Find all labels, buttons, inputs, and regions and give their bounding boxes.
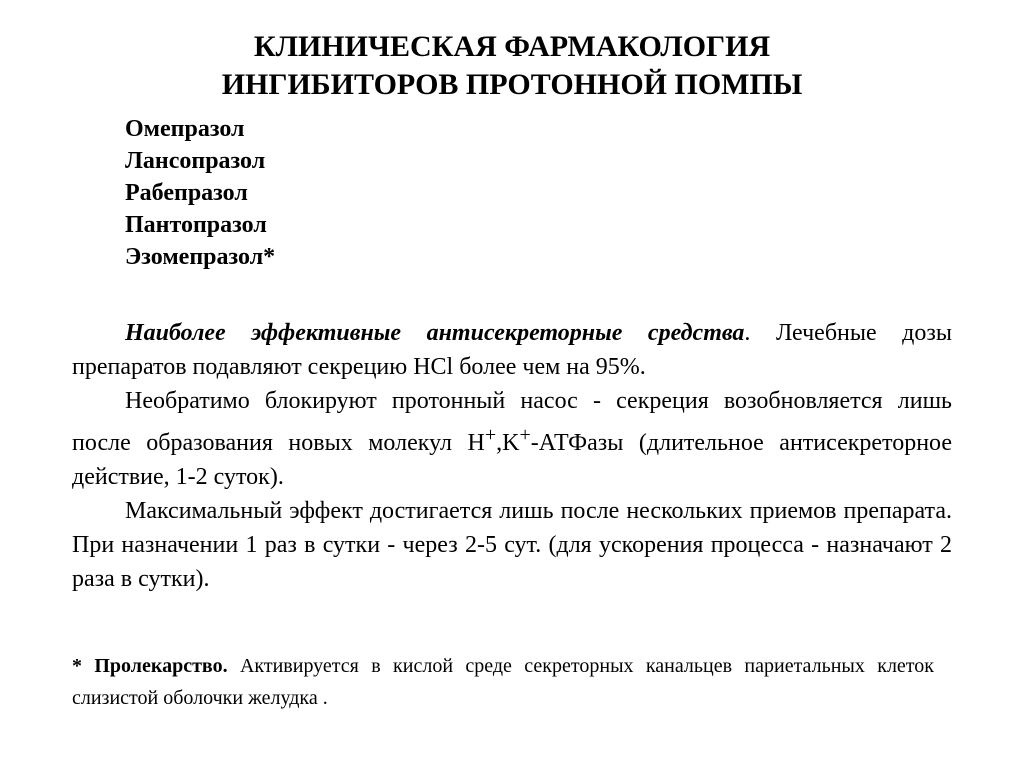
footnote-paragraph xyxy=(72,650,934,714)
drug-item: Омепразол xyxy=(125,116,245,142)
body-text xyxy=(72,316,952,596)
superscript-plus: + xyxy=(484,424,497,446)
slide-title xyxy=(0,28,1024,104)
paragraph-efficacy-lead: Наиболее эффективные антисекреторные средства xyxy=(125,320,745,346)
title-line-2: ИНГИБИТОРОВ ПРОТОННОЙ ПОМПЫ xyxy=(221,68,803,101)
drug-item: Рабепразол xyxy=(125,180,248,206)
drug-item: Лансопразол xyxy=(125,148,266,174)
paragraph-mechanism-before: Необратимо блокируют протонный насос - секреция возобновляется лишь после образования новых молекул H xyxy=(72,388,952,456)
paragraph-mechanism xyxy=(72,384,952,494)
paragraph-efficacy xyxy=(72,316,952,384)
paragraph-efficacy-rest: . Лечебные дозы препаратов подавляют секрецию HCl более чем на 95%. xyxy=(72,320,952,380)
drug-item: Пантопразол xyxy=(125,212,267,238)
paragraph-mechanism-after: -АТФазы (длительное антисекреторное действие, 1-2 суток). xyxy=(72,430,953,490)
title-line-1: КЛИНИЧЕСКАЯ ФАРМАКОЛОГИЯ xyxy=(253,30,771,63)
footnote-label: * Пролекарство. xyxy=(72,655,228,677)
paragraph-max-effect: Максимальный эффект достигается лишь после нескольких приемов препарата. При назначении 1 раз в сутки - через 2-5 сут. (для ускорения процесса - назначают 2 раза в сутки). xyxy=(72,498,952,592)
drug-list xyxy=(125,113,275,273)
superscript-plus: + xyxy=(519,424,531,446)
footnote xyxy=(72,650,934,714)
footnote-text: Активируется в кислой среде секреторных канальцев париетальных клеток слизистой оболочки желудка . xyxy=(72,655,934,709)
drug-item: Эзомепразол* xyxy=(125,244,276,270)
paragraph-mechanism-middle: ,K xyxy=(496,430,520,456)
